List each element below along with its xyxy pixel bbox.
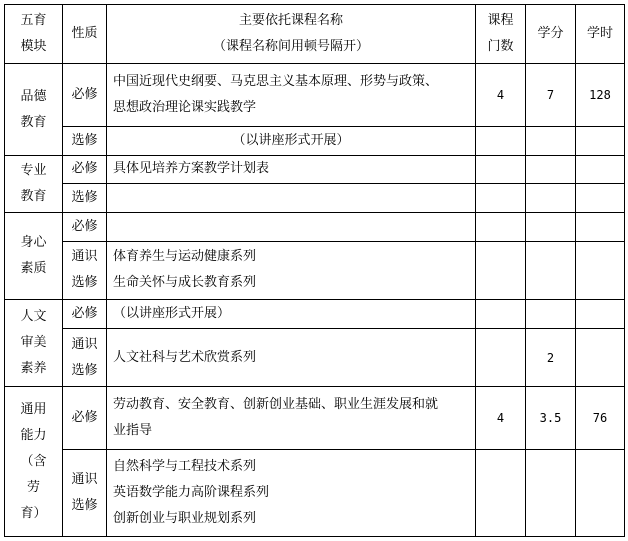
- module-name: [5, 213, 63, 300]
- course-names: 人文社科与艺术欣赏系列: [107, 328, 476, 386]
- course-hours: [576, 213, 625, 242]
- course-count: [476, 300, 526, 329]
- course-credit: [526, 155, 576, 184]
- course-type-line: 通识: [71, 336, 98, 352]
- course-name-line: 思想政治理论课实践教学: [113, 100, 257, 116]
- course-type: [63, 241, 107, 299]
- course-hours: [576, 241, 625, 299]
- course-hours: 76: [576, 387, 625, 450]
- table-row: [5, 64, 625, 127]
- header-type: 性质: [63, 5, 107, 64]
- table-row: [5, 387, 625, 450]
- course-credit: 3.5: [526, 387, 576, 450]
- module-name-line: 教育: [20, 188, 47, 204]
- course-credit: [526, 300, 576, 329]
- course-type-line: 通识: [71, 471, 98, 487]
- header-domain-line: 模块: [20, 39, 47, 55]
- header-row: [5, 5, 625, 64]
- course-names: 具体见培养方案教学计划表: [107, 155, 476, 184]
- module-name-line: 素养: [20, 361, 47, 377]
- table-row: [5, 300, 625, 329]
- course-type: 选修: [63, 184, 107, 213]
- module-name: [5, 387, 63, 537]
- table-row: [5, 449, 625, 536]
- header-courses-line: （课程名称间用顿号隔开）: [212, 39, 369, 55]
- course-name-line: 业指导: [113, 422, 153, 438]
- module-name-line: （含: [20, 453, 47, 469]
- course-name-line: 体育养生与运动健康系列: [113, 249, 257, 265]
- course-hours: [576, 126, 625, 155]
- course-type-line: 选修: [71, 275, 98, 291]
- module-name-line: 教育: [20, 114, 47, 130]
- course-hours: [576, 328, 625, 386]
- course-hours: [576, 184, 625, 213]
- course-type: 选修: [63, 126, 107, 155]
- course-hours: [576, 449, 625, 536]
- header-courses: [107, 5, 476, 64]
- course-count: [476, 184, 526, 213]
- module-name-line: 专业: [20, 162, 47, 178]
- module-name-line: 品德: [20, 88, 47, 104]
- course-names: （以讲座形式开展）: [107, 126, 476, 155]
- course-names: [107, 387, 476, 450]
- table-row: [5, 213, 625, 242]
- course-count: 4: [476, 387, 526, 450]
- course-count: 4: [476, 64, 526, 127]
- course-type: 必修: [63, 64, 107, 127]
- module-name-line: 身心: [20, 235, 47, 251]
- header-domain: [5, 5, 63, 64]
- course-credit: 7: [526, 64, 576, 127]
- header-credit: 学分: [526, 5, 576, 64]
- course-type: [63, 449, 107, 536]
- table-row: [5, 155, 625, 184]
- course-names: [107, 64, 476, 127]
- header-count-line: 课程: [487, 13, 514, 29]
- course-type: [63, 328, 107, 386]
- course-hours: 128: [576, 64, 625, 127]
- course-names: [107, 213, 476, 242]
- header-count: [476, 5, 526, 64]
- header-hours: 学时: [576, 5, 625, 64]
- course-credit: [526, 213, 576, 242]
- module-name: [5, 300, 63, 387]
- course-type-line: 选修: [71, 362, 98, 378]
- module-name-line: 素质: [20, 261, 47, 277]
- course-credit: [526, 449, 576, 536]
- course-credit: [526, 126, 576, 155]
- table-row: [5, 328, 625, 386]
- course-type: 必修: [63, 213, 107, 242]
- course-type: 必修: [63, 300, 107, 329]
- course-type: 必修: [63, 155, 107, 184]
- course-type: 必修: [63, 387, 107, 450]
- course-credit: [526, 184, 576, 213]
- course-names: （以讲座形式开展）: [107, 300, 476, 329]
- course-names: [107, 449, 476, 536]
- course-count: [476, 449, 526, 536]
- course-name-line: 生命关怀与成长教育系列: [113, 275, 257, 291]
- table-row: [5, 184, 625, 213]
- course-count: [476, 213, 526, 242]
- course-name-line: 劳动教育、安全教育、创新创业基础、职业生涯发展和就: [113, 396, 439, 412]
- table-row: [5, 126, 625, 155]
- course-count: [476, 155, 526, 184]
- course-names: [107, 241, 476, 299]
- course-count: [476, 126, 526, 155]
- module-name-line: 通用: [20, 401, 47, 417]
- module-name: [5, 155, 63, 212]
- course-name-line: 英语数学能力高阶课程系列: [113, 484, 270, 500]
- course-hours: [576, 155, 625, 184]
- course-type-line: 选修: [71, 497, 98, 513]
- course-hours: [576, 300, 625, 329]
- course-count: [476, 241, 526, 299]
- curriculum-table: [4, 4, 625, 537]
- course-type-line: 通识: [71, 249, 98, 265]
- course-credit: 2: [526, 328, 576, 386]
- module-name-line: 育）: [20, 505, 47, 521]
- course-name-line: 自然科学与工程技术系列: [113, 458, 257, 474]
- module-name-line: 审美: [20, 335, 47, 351]
- course-credit: [526, 241, 576, 299]
- header-count-line: 门数: [487, 39, 514, 55]
- course-count: [476, 328, 526, 386]
- module-name-line: 能力: [20, 427, 47, 443]
- course-names: [107, 184, 476, 213]
- course-name-line: 中国近现代史纲要、马克思主义基本原理、形势与政策、: [113, 74, 439, 90]
- table-row: [5, 241, 625, 299]
- module-name-line: 人文: [20, 309, 47, 325]
- header-courses-line: 主要依托课程名称: [238, 13, 343, 29]
- course-name-line: 创新创业与职业规划系列: [113, 510, 257, 526]
- module-name: [5, 64, 63, 155]
- module-name-line: 劳: [26, 479, 40, 495]
- header-domain-line: 五育: [20, 13, 47, 29]
